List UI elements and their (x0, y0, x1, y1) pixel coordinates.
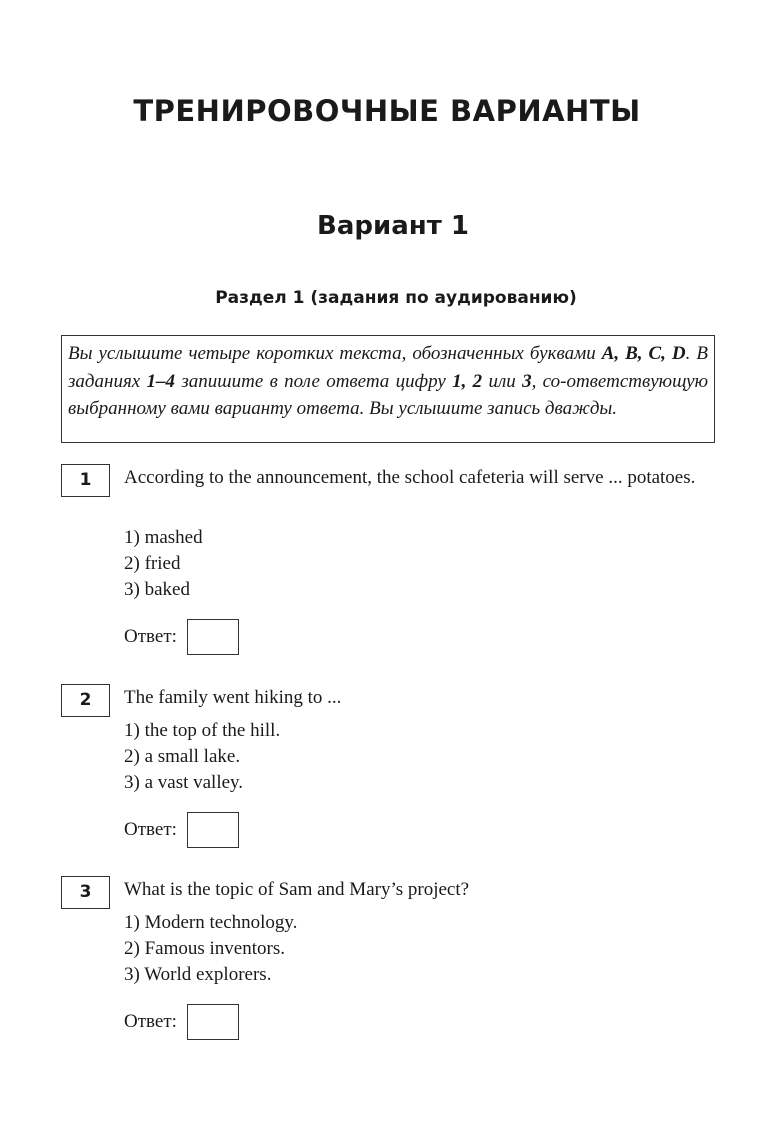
question-number: 1 (61, 464, 110, 497)
page-title: ТРЕНИРОВОЧНЫЕ ВАРИАНТЫ (133, 94, 641, 128)
answer-input[interactable] (187, 1004, 239, 1040)
instruction-text: , со-ответствующую выбранному вами варианту ответа. Вы услышите запись дважды. (68, 370, 708, 419)
option: 1) the top of the hill. (124, 720, 281, 741)
option: 1) Modern technology. (124, 912, 298, 933)
answer-label: Ответ: (124, 1011, 177, 1032)
option: 2) fried (124, 553, 181, 574)
option: 2) a small lake. (124, 746, 241, 767)
instruction-emphasis: 1–4 (146, 370, 176, 392)
answer-input[interactable] (187, 619, 239, 655)
instruction-text: . В заданиях (68, 343, 708, 392)
answer-input[interactable] (187, 812, 239, 848)
option: 3) World explorers. (124, 964, 272, 985)
instruction-box (61, 335, 715, 443)
question-text: The family went hiking to ... (124, 687, 342, 708)
answer-label: Ответ: (124, 819, 177, 840)
instruction-emphasis: 1, 2 (452, 370, 483, 392)
instruction-text: запишите в поле ответа цифру (175, 370, 453, 392)
option: 1) mashed (124, 527, 203, 548)
instruction-emphasis: 3 (522, 370, 532, 392)
option: 3) a vast valley. (124, 772, 244, 793)
answer-label: Ответ: (124, 626, 177, 647)
question-text: What is the topic of Sam and Mary’s project? (124, 879, 470, 900)
question-text: According to the announcement, the school cafeteria will serve ... potatoes. (124, 467, 696, 488)
instruction-text: Вы услышите четыре коротких текста, обозначенных буквами (68, 343, 602, 364)
question-number: 2 (61, 684, 110, 717)
section-heading: Раздел 1 (задания по аудированию) (215, 288, 577, 308)
option: 3) baked (124, 579, 190, 600)
instruction-emphasis: A, B, C, D (601, 343, 686, 364)
variant-heading: Вариант 1 (317, 211, 469, 241)
option: 2) Famous inventors. (124, 938, 285, 959)
question-number: 3 (61, 876, 110, 909)
instruction-text: или (482, 370, 523, 392)
